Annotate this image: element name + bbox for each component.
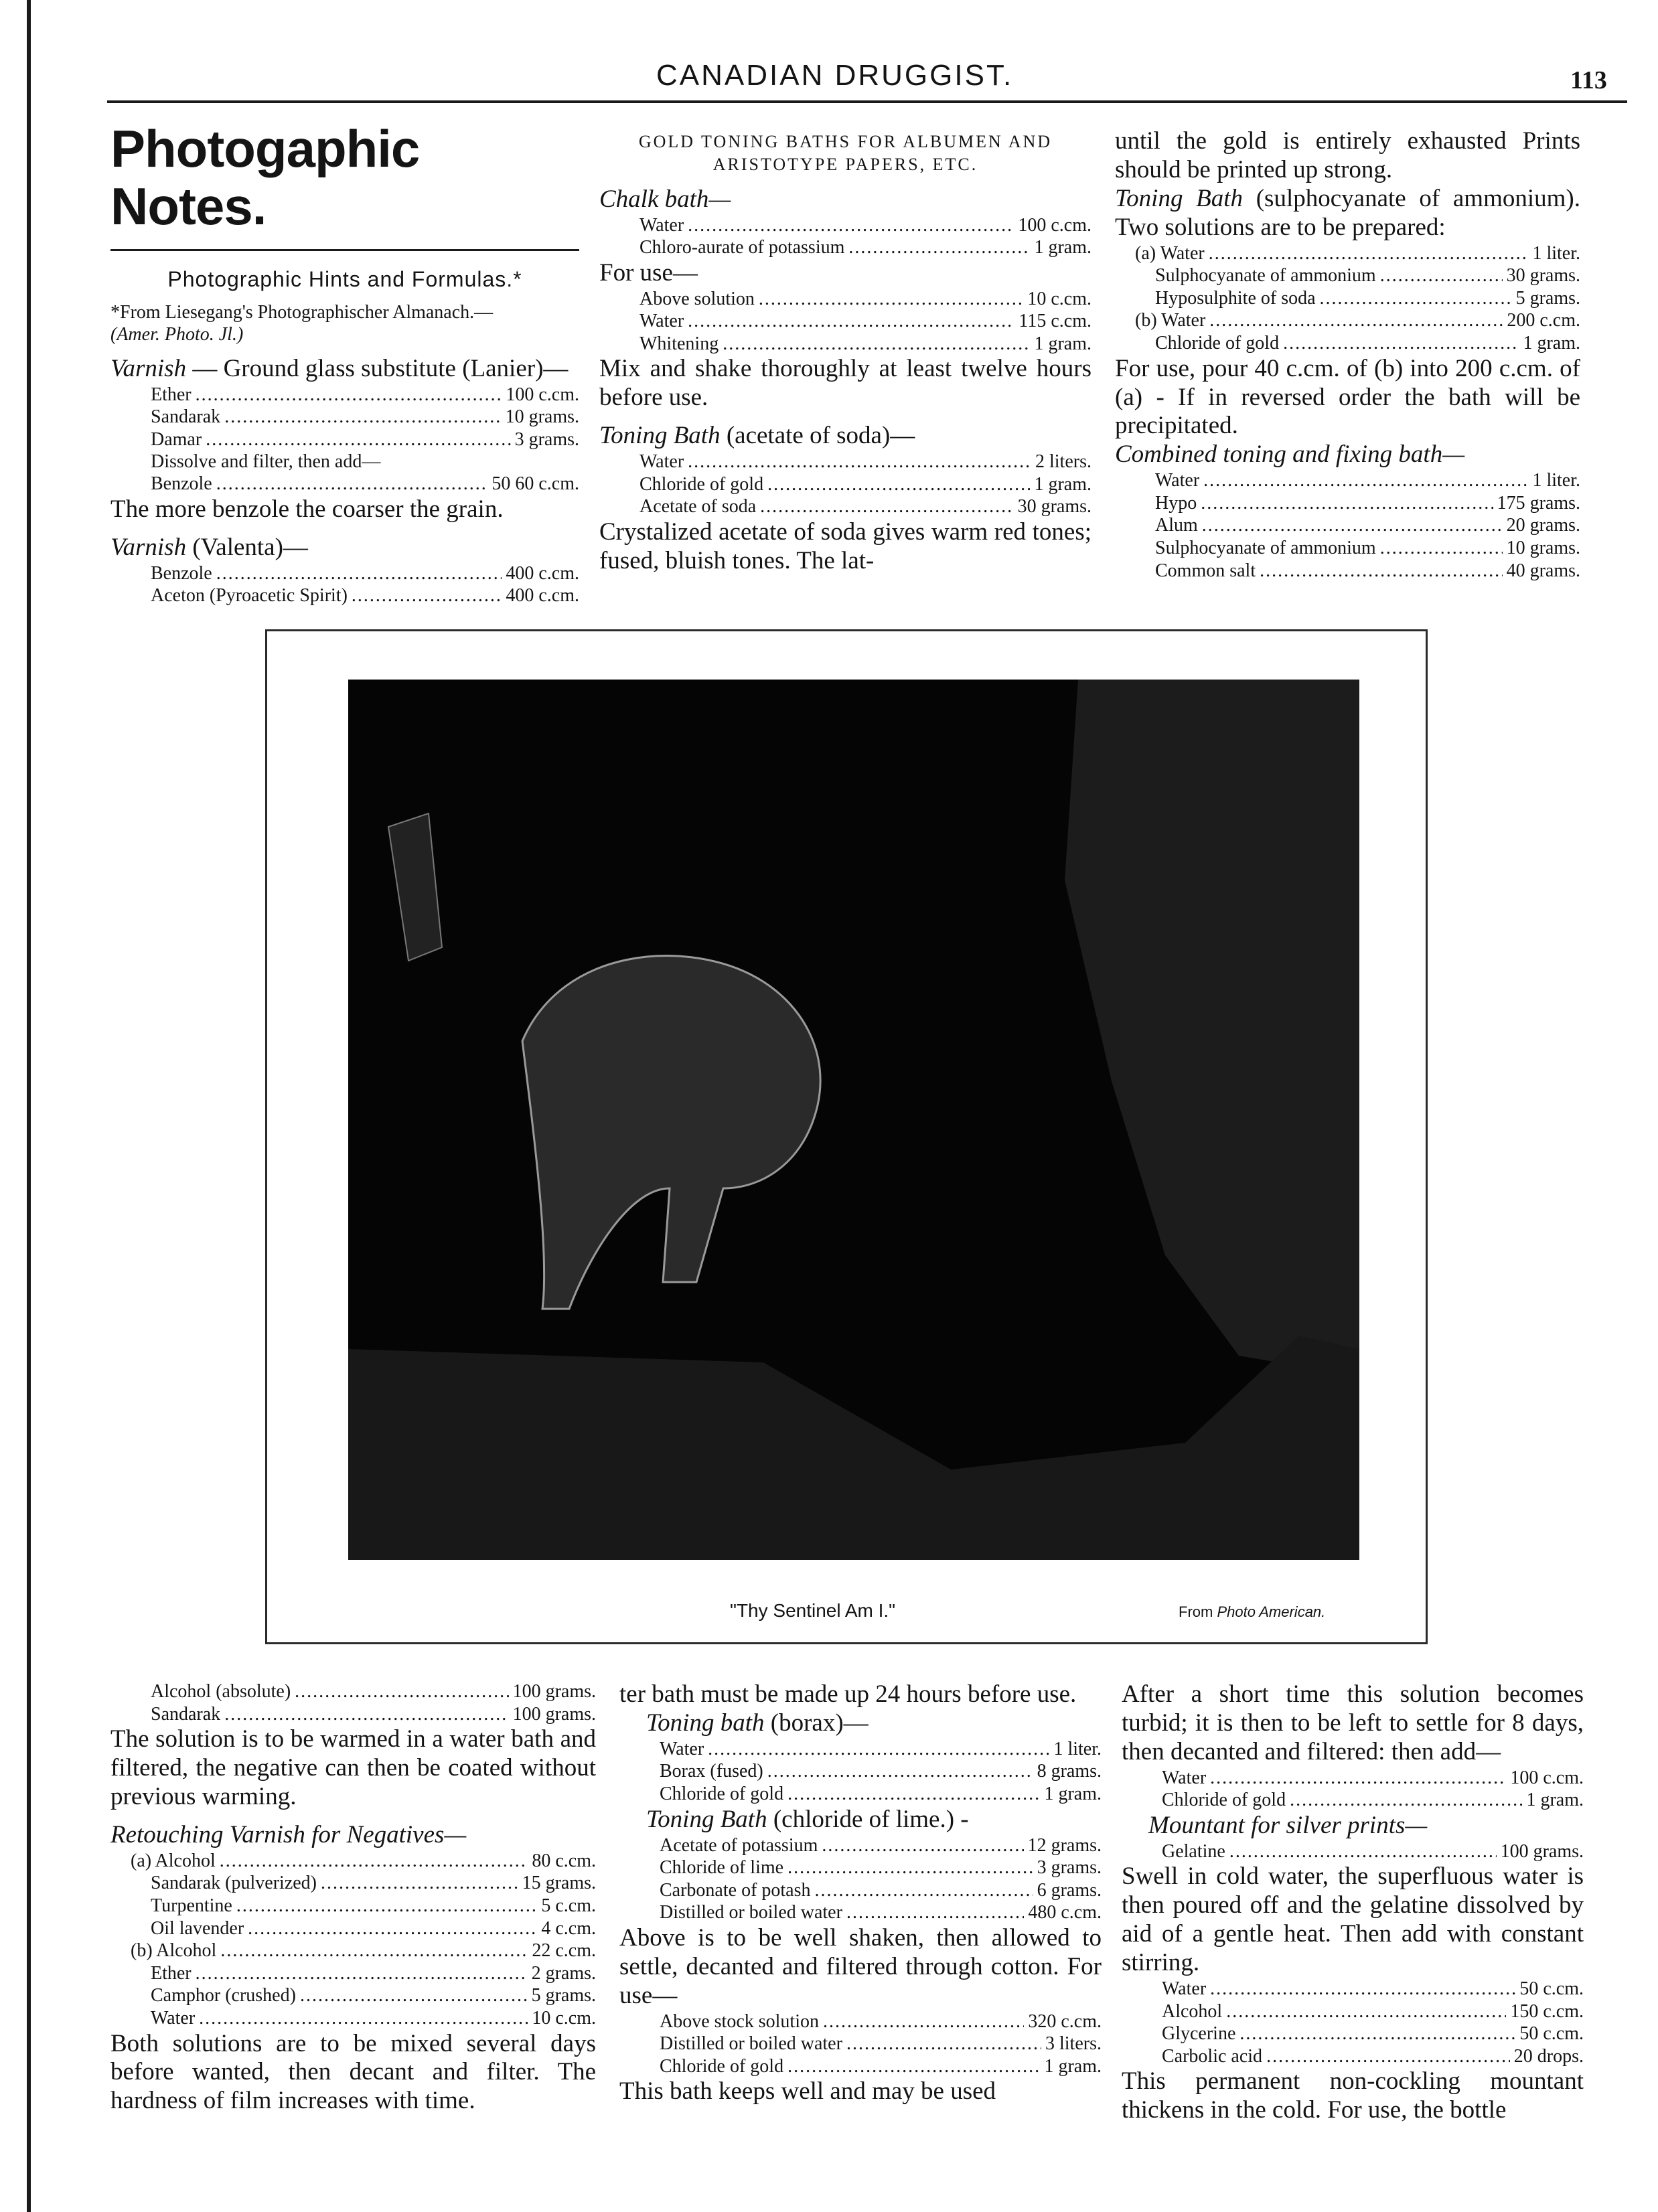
formula-row xyxy=(1115,469,1580,492)
formula-row xyxy=(1115,537,1580,560)
row-item: Oil lavender xyxy=(151,1917,244,1939)
lime-heading xyxy=(619,1806,1102,1834)
row-item: Aceton (Pyroacetic Spirit) xyxy=(151,585,348,607)
formula-row xyxy=(599,333,1091,356)
row-item: Glycerine xyxy=(1162,2023,1236,2045)
row-item: Water xyxy=(1162,1767,1207,1788)
formula-row xyxy=(110,406,579,428)
row-qty: 1 gram. xyxy=(1034,333,1091,354)
varnish2-heading xyxy=(110,534,579,562)
column-2 xyxy=(599,131,1091,576)
column-1 xyxy=(110,121,579,607)
row-qty: 320 c.cm. xyxy=(1028,2010,1102,2032)
row-item: Hypo xyxy=(1155,492,1197,514)
page-edge-rule xyxy=(27,0,31,2212)
formula-row xyxy=(110,584,579,607)
row-item: Carbonate of potash xyxy=(660,1879,811,1901)
row-qty: 1 gram. xyxy=(1526,1790,1584,1811)
row-qty: 115 c.cm. xyxy=(1019,311,1091,332)
row-item: Alum xyxy=(1155,515,1198,536)
halftone-photograph xyxy=(348,680,1359,1560)
formula-row xyxy=(110,1895,596,1917)
after-paragraph: After a short time this solution becomes turbid; it is then to be left to settle for 8 days, then decanted and filtered: then add— xyxy=(1122,1680,1584,1765)
row-item: Benzole xyxy=(151,562,212,584)
formula-row xyxy=(1115,287,1580,310)
formula-row xyxy=(1115,492,1580,515)
ter-paragraph: ter bath must be made up 24 hours before use. xyxy=(619,1680,1077,1708)
row-item: Water xyxy=(660,1738,704,1759)
formula-row xyxy=(1115,242,1580,265)
subtitle: Photographic Hints and Formulas.* xyxy=(167,266,522,291)
toning-text: (sulphocyanate of ammonium). Two solutions are to be prepared: xyxy=(1115,184,1580,241)
row-item: Turpentine xyxy=(151,1895,232,1916)
permanent-paragraph: This permanent non-cockling mountant thickens in the cold. For use, the bottle xyxy=(1122,2067,1584,2124)
row-item: Chloride of gold xyxy=(1155,333,1280,353)
row-item: Whitening xyxy=(639,333,719,354)
varnish2-text: (Valenta)— xyxy=(186,533,308,561)
photo-sketch xyxy=(348,680,1359,1560)
formula-row xyxy=(619,2010,1102,2033)
row-qty: 30 grams. xyxy=(1506,265,1580,287)
row-item: Distilled or boiled water xyxy=(660,1902,842,1923)
formula-row xyxy=(1115,560,1580,582)
formula-row xyxy=(619,1901,1102,1924)
row-item: Acetate of soda xyxy=(639,496,757,518)
row-qty: 6 grams. xyxy=(1037,1879,1102,1901)
solution-paragraph: The solution is to be warmed in a water bath and filtered, the negative can then be coated without previous warming. xyxy=(110,1725,596,1810)
benzole-note: The more benzole the coarser the grain. xyxy=(110,495,504,524)
row-qty: 1 liter. xyxy=(1532,242,1580,264)
footnote-line-1: *From Liesegang's Photographischer Almanach.— xyxy=(110,301,494,323)
title-rule xyxy=(110,249,579,251)
row-item: Hyposulphite of soda xyxy=(1155,287,1316,309)
formula-row xyxy=(1122,1789,1584,1812)
formula-row xyxy=(110,1680,596,1703)
row-item: Sulphocyanate of ammonium xyxy=(1155,265,1376,287)
formula-row xyxy=(110,428,579,451)
formula-row xyxy=(110,1872,596,1895)
row-item: Sandarak xyxy=(151,1703,221,1725)
formula-row xyxy=(599,236,1091,259)
formula-row xyxy=(1122,1978,1584,2000)
row-item: (b) Water xyxy=(1135,310,1206,331)
row-item: Water xyxy=(1155,470,1200,491)
varnish-label: Varnish xyxy=(110,354,187,382)
toning-heading xyxy=(599,422,1091,451)
row-item: (a) Water xyxy=(1135,242,1205,264)
row-qty: 30 grams. xyxy=(1017,496,1091,518)
row-item: Benzole xyxy=(151,473,212,495)
row-item: Sandarak xyxy=(151,406,221,428)
toning-text: (acetate of soda)— xyxy=(720,422,915,450)
row-qty: 4 c.cm. xyxy=(541,1917,596,1939)
both-paragraph: Both solutions are to be mixed several days before wanted, then decant and filter. The hardness of film increases with time. xyxy=(110,2029,596,2115)
row-qty: 10 grams. xyxy=(505,406,579,428)
row-qty: 3 grams. xyxy=(1037,1857,1102,1879)
row-item: Damar xyxy=(151,428,202,450)
crystal-paragraph: Crystalized acetate of soda gives warm red tones; fused, bluish tones. The lat- xyxy=(599,518,1091,574)
varnish-heading xyxy=(110,355,579,384)
row-item: (a) Alcohol xyxy=(131,1850,216,1871)
row-qty: 100 c.cm. xyxy=(1510,1767,1584,1788)
lime-text: (chloride of lime.) - xyxy=(767,1805,969,1833)
formula-row xyxy=(1115,264,1580,287)
column-3 xyxy=(1115,127,1580,582)
formula-row xyxy=(619,2033,1102,2055)
gold-toning-heading xyxy=(599,131,1091,176)
formula-row xyxy=(1115,332,1580,355)
row-item: Water xyxy=(639,311,684,332)
row-qty: 50 c.cm. xyxy=(1519,2023,1584,2045)
row-qty: 10 c.cm. xyxy=(532,2007,596,2029)
formula-row xyxy=(110,1703,596,1726)
row-qty: 100 c.cm. xyxy=(506,384,579,405)
row-qty: 1 gram. xyxy=(1034,473,1091,495)
dissolve-note: Dissolve and filter, then add— xyxy=(151,451,381,473)
row-item: Above solution xyxy=(639,288,755,309)
row-qty: 2 liters. xyxy=(1035,451,1091,473)
row-item: Borax (fused) xyxy=(660,1761,763,1782)
running-header: CANADIAN DRUGGIST. xyxy=(656,59,1014,92)
row-qty: 5 grams. xyxy=(1515,287,1580,309)
mountant-heading: Mountant for silver prints— xyxy=(1148,1811,1428,1839)
row-qty: 10 grams. xyxy=(1506,538,1580,558)
formula-row xyxy=(619,1738,1102,1761)
borax-text: (borax)— xyxy=(764,1709,869,1737)
row-item: Water xyxy=(639,451,684,473)
formula-row xyxy=(1122,2023,1584,2045)
row-item: (b) Alcohol xyxy=(131,1940,217,1962)
row-qty: 50 c.cm. xyxy=(1519,1978,1584,2000)
caps-line-1: GOLD TONING BATHS FOR ALBUMEN AND xyxy=(638,132,1053,151)
caps-line-2: ARISTOTYPE PAPERS, ETC. xyxy=(712,154,978,174)
formula-row xyxy=(1115,309,1580,332)
row-item: Sulphocyanate of ammonium xyxy=(1155,538,1376,558)
formula-row xyxy=(619,2055,1102,2078)
row-qty: 80 c.cm. xyxy=(532,1850,596,1871)
mix-paragraph: Mix and shake thoroughly at least twelve hours before use. xyxy=(599,355,1091,412)
footnote xyxy=(110,301,579,345)
retouching-heading: Retouching Varnish for Negatives— xyxy=(110,1820,467,1848)
formula-row xyxy=(619,1879,1102,1902)
row-qty: 100 grams. xyxy=(1500,1840,1584,1862)
row-item: Acetate of potassium xyxy=(660,1834,818,1856)
row-qty: 3 grams. xyxy=(514,428,579,450)
formula-row xyxy=(1115,514,1580,537)
formula-row xyxy=(1122,1840,1584,1863)
formula-row xyxy=(619,1834,1102,1857)
borax-label: Toning bath xyxy=(646,1709,765,1737)
row-qty: 20 drops. xyxy=(1513,2045,1584,2067)
row-qty: 400 c.cm. xyxy=(506,585,579,607)
header-rule xyxy=(107,100,1627,103)
row-qty: 10 c.cm. xyxy=(1027,288,1091,309)
row-item: Gelatine xyxy=(1162,1840,1225,1862)
varnish-text: — Ground glass substitute (Lanier)— xyxy=(186,354,569,382)
row-item: Camphor (crushed) xyxy=(151,1985,296,2006)
row-item: Alcohol xyxy=(1162,2000,1223,2022)
formula-row xyxy=(110,1850,596,1873)
row-qty: 12 grams. xyxy=(1027,1834,1102,1856)
formula-row xyxy=(599,473,1091,496)
chalk-bath-heading: Chalk bath— xyxy=(599,185,731,213)
formula-row xyxy=(110,562,579,585)
row-item: Sandarak (pulverized) xyxy=(151,1873,317,1894)
row-item: Water xyxy=(151,2007,196,2029)
row-qty: 2 grams. xyxy=(531,1962,596,1984)
row-qty: 50 60 c.cm. xyxy=(492,473,579,495)
row-item: Carbolic acid xyxy=(1162,2045,1263,2067)
row-qty: 480 c.cm. xyxy=(1028,1902,1102,1923)
row-qty: 150 c.cm. xyxy=(1510,2000,1584,2022)
row-qty: 8 grams. xyxy=(1037,1761,1102,1782)
formula-row xyxy=(110,1940,596,1962)
formula-row xyxy=(1122,2000,1584,2023)
formula-row xyxy=(599,495,1091,518)
row-item: Chloride of gold xyxy=(1162,1790,1286,1811)
credit-prefix: From xyxy=(1179,1603,1217,1620)
row-item: Alcohol (absolute) xyxy=(151,1681,291,1702)
row-qty: 5 grams. xyxy=(531,1985,596,2006)
formula-row xyxy=(1122,1767,1584,1790)
page-number: 113 xyxy=(1570,66,1607,94)
row-item: Common salt xyxy=(1155,560,1256,581)
figure-caption: "Thy Sentinel Am I." xyxy=(730,1600,896,1621)
formula-row xyxy=(110,384,579,406)
column-5 xyxy=(619,1680,1102,2106)
row-item: Water xyxy=(1162,1978,1207,2000)
formula-row xyxy=(110,1917,596,1940)
formula-row xyxy=(619,1856,1102,1879)
row-qty: 3 liters. xyxy=(1045,2033,1102,2055)
row-item: Water xyxy=(639,214,684,236)
borax-heading xyxy=(619,1709,1102,1738)
row-qty: 15 grams. xyxy=(522,1873,596,1894)
formula-row xyxy=(599,288,1091,311)
row-item: Chloride of gold xyxy=(660,1784,784,1804)
formula-row xyxy=(599,214,1091,237)
formula-row xyxy=(619,1760,1102,1783)
lime-label: Toning Bath xyxy=(646,1805,767,1833)
row-item: Chloride of gold xyxy=(660,2055,784,2077)
row-qty: 5 c.cm. xyxy=(541,1895,596,1916)
column-4 xyxy=(110,1680,596,2116)
row-item: Chloro-aurate of potassium xyxy=(639,237,845,258)
toning-label: Toning Bath xyxy=(1115,184,1244,212)
swell-paragraph: Swell in cold water, the superfluous water is then poured off and the gelatine dissolved by aid of a gentle heat. Then add with constant stirring. xyxy=(1122,1863,1584,1977)
formula-row xyxy=(110,1984,596,2007)
row-qty: 1 liter. xyxy=(1053,1738,1102,1759)
toning-label: Toning Bath xyxy=(599,422,721,450)
row-item: Chloride of gold xyxy=(639,473,764,495)
for-use-label: For use— xyxy=(599,258,698,287)
formula-row xyxy=(1122,2045,1584,2068)
row-item: Distilled or boiled water xyxy=(660,2033,842,2055)
formula-row xyxy=(599,451,1091,473)
row-qty: 1 gram. xyxy=(1034,237,1091,258)
for-use-paragraph: For use, pour 40 c.cm. of (b) into 200 c.cm. of (a) - If in reversed order the bath will be precipitated. xyxy=(1115,354,1580,440)
row-qty: 200 c.cm. xyxy=(1507,310,1580,331)
row-item: Chloride of lime xyxy=(660,1857,784,1879)
formula-row xyxy=(599,310,1091,333)
footnote-line-2: (Amer. Photo. Jl.) xyxy=(110,323,244,345)
toning-paragraph xyxy=(1115,185,1580,242)
keeps-paragraph: This bath keeps well and may be used xyxy=(619,2077,996,2106)
row-qty: 1 gram. xyxy=(1044,2055,1102,2077)
row-item: Ether xyxy=(151,384,192,405)
row-item: Ether xyxy=(151,1962,192,1984)
row-qty: 1 gram. xyxy=(1523,333,1580,353)
row-qty: 22 c.cm. xyxy=(532,1940,596,1962)
row-qty: 40 grams. xyxy=(1506,560,1580,581)
formula-row xyxy=(110,473,579,495)
row-qty: 100 grams. xyxy=(512,1703,596,1725)
column-6 xyxy=(1122,1680,1584,2125)
row-qty: 1 liter. xyxy=(1532,470,1580,491)
row-qty: 20 grams. xyxy=(1506,515,1580,536)
row-qty: 1 gram. xyxy=(1044,1784,1102,1804)
row-qty: 400 c.cm. xyxy=(506,562,579,584)
row-item: Above stock solution xyxy=(660,2010,819,2032)
formula-row xyxy=(110,1962,596,1985)
until-paragraph: until the gold is entirely exhausted Prints should be printed up strong. xyxy=(1115,127,1580,183)
varnish2-label: Varnish xyxy=(110,533,187,561)
formula-row xyxy=(619,1783,1102,1806)
row-qty: 175 grams. xyxy=(1497,492,1580,514)
formula-row xyxy=(110,2007,596,2030)
section-title: Photogaphic Notes. xyxy=(110,119,420,236)
row-qty: 100 grams. xyxy=(512,1681,596,1702)
combined-heading: Combined toning and fixing bath— xyxy=(1115,441,1465,469)
credit-source: Photo American. xyxy=(1217,1603,1326,1620)
figure-credit xyxy=(1179,1603,1325,1621)
row-qty: 100 c.cm. xyxy=(1018,214,1091,236)
above-paragraph: Above is to be well shaken, then allowed to settle, decanted and filtered through cotton. For use— xyxy=(619,1923,1102,2009)
